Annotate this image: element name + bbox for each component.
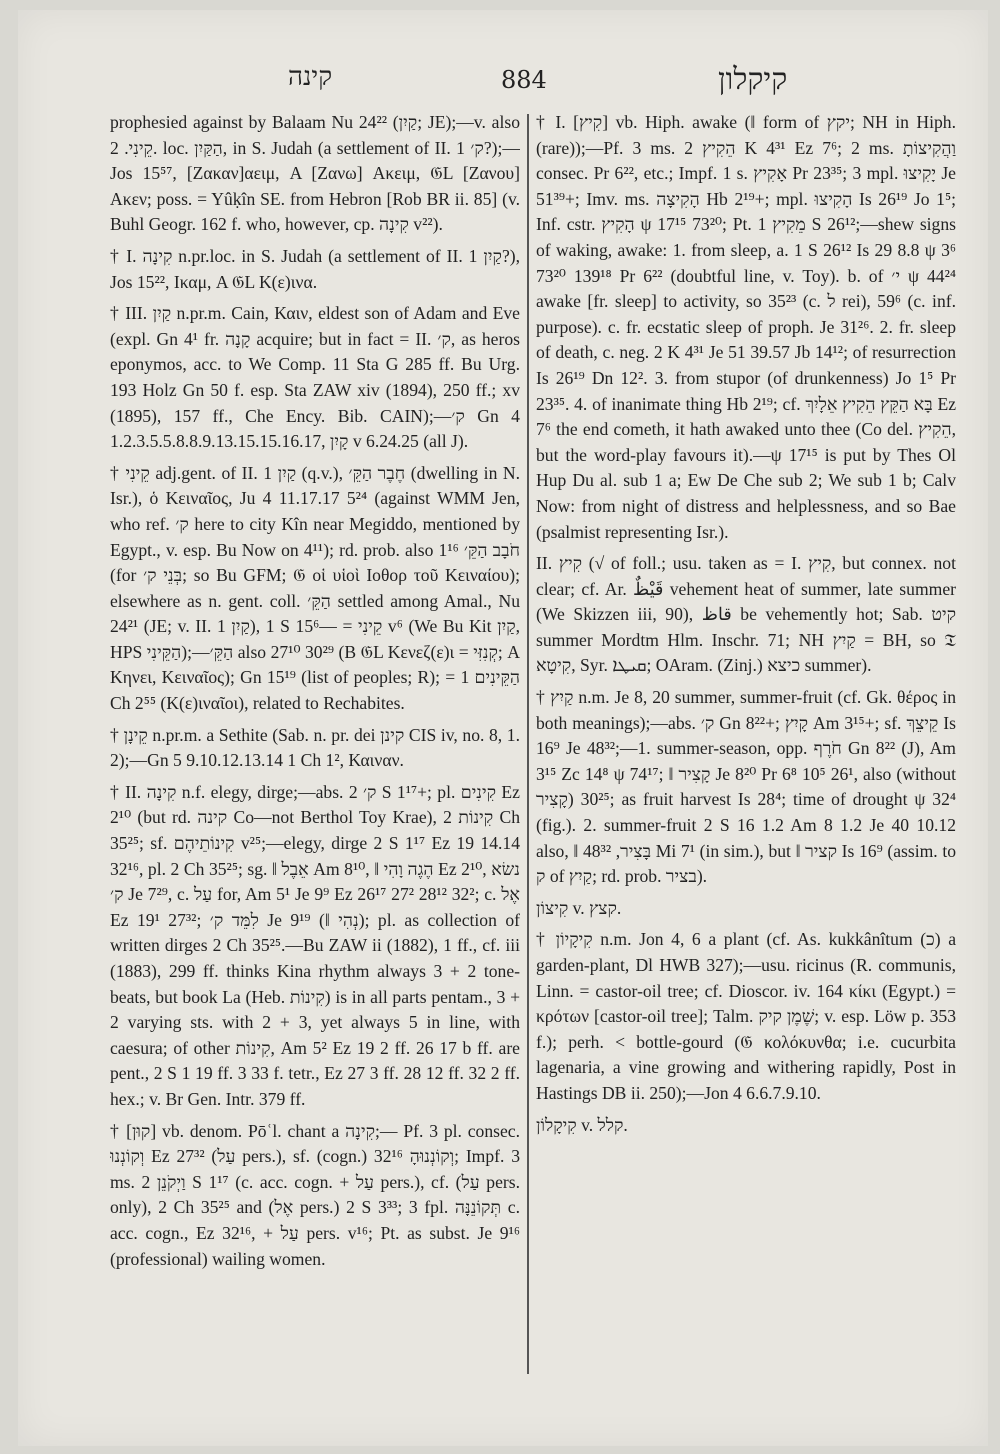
entry-text: † III. קַיִן n.pr.m. Cain, Καιν, eldest son of Adam and Eve (expl. Gn 4¹ fr. קָנָה acquire; but in fact = II. ק׳, as heros eponymos, acc. to We Comp. 11 Sta G 285 ff. Bu Urg. 193 Holz Gn 50 f. esp. Sta ZAW xiv (1894), 250 ff.; xv (1895), 157 ff., Che Ency. Bib. CAIN);—ק׳ Gn 4 1.2.3.5.5.8.8.9.13.15.15.16.17, קָיִן v 6.24.25 (all J). xyxy=(110,303,520,452)
entry-text: † קַיִץ n.m. Je 8, 20 summer, summer-fruit (cf. Gk. θέρος in both meanings);—abs. ק׳ Gn 8²²+; קָיִץ Am 3¹⁵+; sf. קֵיצֵךְ Is 16⁹ Je 48³²;—1. summer-season, opp. חֹרֶף Gn 8²² (J), Am 3¹⁵ Zc 14⁸ ψ 74¹⁷; ‖ קָצִיר Je 8²⁰ Pr 6⁸ 10⁵ 26¹, also (without קָצִיר) 30²⁵; as fruit harvest Is 28⁴; time of drought ψ 32⁴ (fig.). 2. summer-fruit 2 S 16 1.2 Am 8 1.2 Je 40 10.12 also, ‖ בָּצִיר, 48³² Mi 7¹ (in sim.), but ‖ קציר Is 16⁹ (assim. to ק of קַיִץ; rd. prob. בציר). xyxy=(536,687,956,887)
dictionary-page xyxy=(18,10,988,1446)
entry-text: † קֵינִי adj.gent. of II. קַיִן 1 (q.v.), חֶבֶר הַקֵּ׳ (dwelling in N. Isr.), ὁ Κειναῖος, Ju 4 11.17.17 5²⁴ (against WMM Jen, who ref. ק׳ here to city Kîn near Megiddo, mentioned by Egypt., v. esp. Bu Now on 4¹¹); rd. prob. also חֹבָב הַקֵּ׳ 1¹⁶ (for בְּנֵי ק׳; so Bu GFM; 𝔊 οἱ υἱοὶ Ιοθορ τοῦ Κειναίου); elsewhere as n. gent. coll. הַקֵּ׳ settled among Amal., Nu 24²¹ (JE; v. II. קַיִן 1), 1 S 15⁶— = קֵינִי v⁶ (We Bu Kit קַיִן, HPS הַקֵּינִי);—הַקֵּ׳ also 27¹⁰ 30²⁹ (B 𝔊L Κενεζ(ε)ι = קְנִזִּי; A Κηνει, Κειναῖος); Gn 15¹⁹ (list of peoples; R); = הַקֵּינִים 1 Ch 2⁵⁵ (Κ(ε)ιναῖοι), related to Rechabites. xyxy=(110,462,520,714)
column-divider xyxy=(527,114,529,1374)
page-number: 884 xyxy=(501,66,547,94)
header-left-word: קינה xyxy=(288,62,333,92)
left-column xyxy=(110,110,520,1376)
entry-text: † I. [קִיץ] vb. Hiph. awake (‖ form of יקץ; NH in Hiph. (rare));—Pf. 3 ms. הֵקִיץ 2 K 4³¹ Ez 7⁶; 2 ms. וַהֲקִיצוֹתָ consec. Pr 6²², etc.; Impf. 1 s. אָקִיץ Pr 23³⁵; 3 mpl. יָקִיצוּ Je 51³⁹+; Imv. ms. הָקִיצָה Hb 2¹⁹+; mpl. הָקִיצוּ Is 26¹⁹ Jo 1⁵; Inf. cstr. הָקִיץ ψ 17¹⁵ 73²⁰; Pt. מֵקִיץ 1 S 26¹²;—shew signs of waking, awake: 1. from sleep, a. 1 S 26¹² Is 29 8.8 ψ 3⁶ 73²⁰ 139¹⁸ Pr 6²² (doubtful line, v. Toy). b. of י׳ ψ 44²⁴ awake [fr. sleep] to activity, so 35²³ (c. ל rei), 59⁶ (c. inf. purpose). c. fr. ecstatic sleep of proph. Je 31²⁶. 2. fr. sleep of death, c. neg. 2 K 4³¹ Je 51 39.57 Jb 14¹²; of resurrection Is 26¹⁹ Dn 12². 3. from stupor (of drunkenness) Jo 1⁵ Pr 23³⁵. 4. of inanimate thing Hb 2¹⁹; cf. בָּא הַקֵּץ הֵקִיץ אֵלָיִךְ Ez 7⁶ the end cometh, it hath awaked unto thee (Co del. הֵקִיץ, but the word-play favours it).—ψ 17¹⁵ is put by Thes Ol Hup Du al. sub 1 a; Ew De Che sub 2; We sub 1 b; Calv Now: from night of distress and helplessness, and so Bae (psalmist representing Isr.). xyxy=(536,112,956,542)
page-header xyxy=(18,62,988,102)
entry-text: prophesied against by Balaam Nu 24²² (קַיִן; JE);—v. also קֵינִי. 2. loc. הַקַּיִן, in S. Judah (a settlement of II. ק׳ 1?);—Jos 15⁵⁷, [Ζακαν]αειμ, A [Ζανω] Ακειμ, 𝔊L [Ζανου] Ακεν; poss. = Yûḳîn SE. from Hebron [Rob BR ii. 85] (v. Buhl Geogr. 162 f. who, however, cp. קִינָה v²²). xyxy=(110,112,520,235)
right-column xyxy=(536,110,956,1376)
entry-text: † [קוּן] vb. denom. Pōʿl. chant a קִינָה;— Pf. 3 pl. consec. וְקוֹנְנוּ Ez 27³² (עַל pers.), sf. (cogn.) וְקוֹנְנוּהָ 32¹⁶; Impf. 3 ms. וַיְקֹנֵן 2 S 1¹⁷ (c. acc. cogn. + עַל pers.), cf. (עַל pers. only), 2 Ch 35²⁵ and (אֶל pers.) 2 S 3³³; 3 fpl. תְּקוֹנֵנָּה c. acc. cogn., Ez 32¹⁶, + עַל pers. v¹⁶; Pt. as subst. Je 9¹⁶ (professional) wailing women. xyxy=(110,1120,520,1269)
header-right-word: קיקלון xyxy=(718,62,788,97)
entry-text: קִיקָלוֹן v. קלל. xyxy=(536,1114,628,1135)
entry-text: † II. קִינָה n.f. elegy, dirge;—abs. ק׳ 2 S 1¹⁷+; pl. קִינִים Ez 2¹⁰ (but rd. קינה Co—not Berthol Toy Krae), קִינוֹת 2 Ch 35²⁵; sf. קִינוֹתֵיהֶם v²⁵;—elegy, dirge 2 S 1¹⁷ Ez 19 14.14 32¹⁶, pl. 2 Ch 35²⁵; sg. ‖ אֵבֶל Am 8¹⁰, ‖ הֶגֶה וָהִי Ez 2¹⁰, נשׂא ק׳ Je 7²⁹, c. עַל for, Am 5¹ Je 9⁹ Ez 26¹⁷ 27² 28¹² 32²; c. אֶל Ez 19¹ 27³²; לִמֵּד ק׳ Je 9¹⁹ (‖ נְהִי); pl. as collection of written dirges 2 Ch 35²⁵.—Bu ZAW ii (1882), 1 ff., cf. iii (1883), 299 ff. thinks Kina rhythm always 3 + 2 tone-beats, but book La (Heb. קִינוֹת) is in all parts pentam., 3 + 2 varying sts. with 2 + 3, yet always 5 in line, with caesura; of other קִינוֹת, Am 5² Ez 19 2 ff. 26 17 b ff. are pent., 2 S 1 19 ff. 3 33 f. tetr., Ez 27 3 ff. 28 12 ff. 32 2 ff. hex.; v. Br Gen. Intr. 379 ff. xyxy=(110,781,520,1109)
entry-text: † I. קִינָה n.pr.loc. in S. Judah (a settlement of II. קַיִן 1?), Jos 15²², Ικαμ, A 𝔊L Κ(ε)ινα. xyxy=(110,245,520,292)
entry-text: II. קִיץ (√ of foll.; usu. taken as = I. קִיץ, but connex. not clear; cf. Ar. قَيْظٌ vehement heat of summer, late summer (We Skizzen iii, 90), قاظ be vehemently hot; Sab. קיט summer Mordtm Hlm. Inschr. 71; NH קַיִץ = BH, so 𝔗 קִיטָא, Syr. ܩܝܛܐ; OAram. (Zinj.) כיצא summer). xyxy=(536,553,956,676)
entry-text: קִיצוֹן v. קצץ. xyxy=(536,897,622,918)
entry-text: † קֵינָן n.pr.m. a Sethite (Sab. n. pr. dei קינן CIS iv, no. 8, 1. 2);—Gn 5 9.10.12.13.14 1 Ch 1², Καιναν. xyxy=(110,724,520,771)
entry-text: † קִיקָיוֹן n.m. Jon 4, 6 a plant (cf. As. kukkânîtum (כ) a garden-plant, Dl HWB 327);—usu. ricinus (R. communis, Linn. = castor-oil tree; cf. Dioscor. iv. 164 κίκι (Egypt.) = κρότων [castor-oil tree]; Talm. שֶׁמֶן קיק; v. esp. Löw p. 353 f.); perh. < bottle-gourd (𝔊 κολόκυνθα; i.e. cucurbita lagenaria, a vine growing and withering rapidly, Post in Hastings DB ii. 250);—Jon 4 6.6.7.9.10. xyxy=(536,929,956,1103)
